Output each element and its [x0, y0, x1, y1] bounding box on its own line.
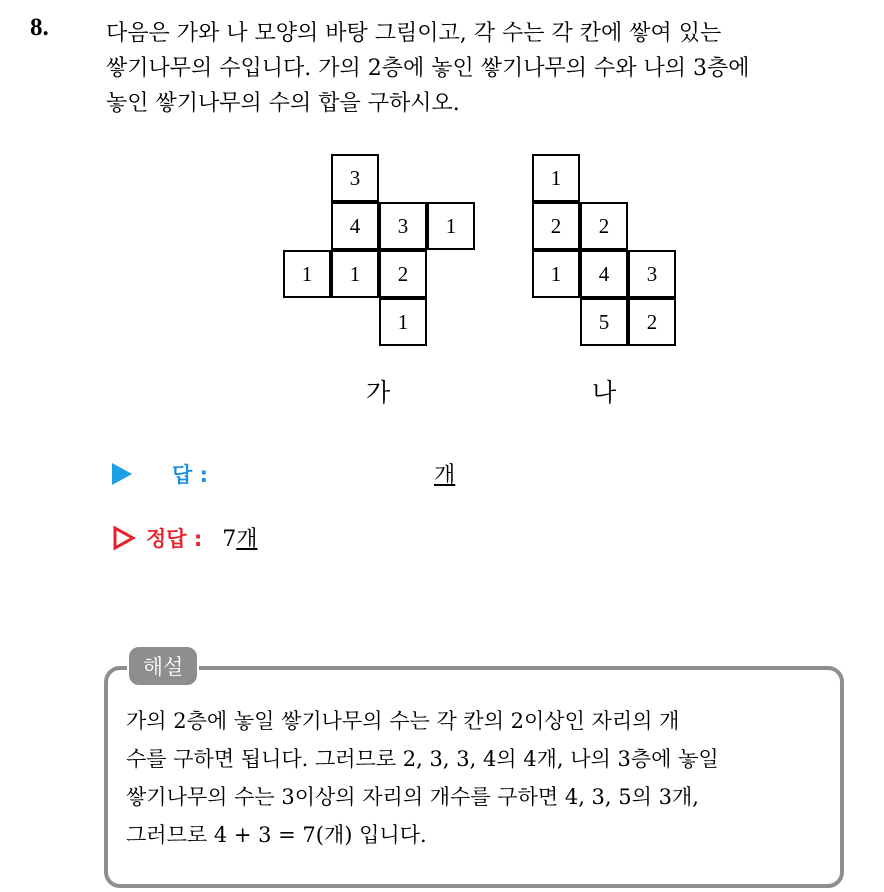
correct-value	[222, 522, 257, 553]
correct-number: 7	[222, 527, 237, 552]
figure-ga-cell: 1	[379, 298, 427, 346]
figure-na-cell: 1	[532, 154, 580, 202]
figure-na-cell: 2	[628, 298, 676, 346]
explanation-text	[126, 702, 832, 854]
answer-blank-unit: 개	[434, 463, 456, 488]
explanation-line: 쌓기나무의 수는 3이상의 자리의 개수를 구하면 4, 3, 5의 3개,	[126, 785, 699, 809]
filled-triangle-icon	[112, 463, 132, 485]
figure-ga-cell: 3	[331, 154, 379, 202]
correct-label: 정답 :	[146, 526, 203, 551]
figure-ga-grid	[283, 154, 479, 350]
figure-na-grid	[532, 154, 680, 350]
question-number: 8.	[30, 14, 49, 41]
figure-ga-cell: 1	[331, 250, 379, 298]
figure-ga-cell: 3	[379, 202, 427, 250]
explanation-line: 가의 2층에 놓일 쌓기나무의 수는 각 칸의 2이상인 자리의 개	[126, 709, 680, 733]
explanation-line: 그러므로 4 + 3 = 7(개) 입니다.	[126, 823, 427, 847]
explanation-tag: 해설	[127, 645, 199, 687]
question-line: 다음은 가와 나 모양의 바탕 그림이고, 각 수는 각 칸에 쌓여 있는	[106, 21, 722, 46]
question-line: 쌓기나무의 수입니다. 가의 2층에 놓인 쌓기나무의 수와 나의 3층에	[106, 56, 750, 81]
outline-triangle-icon	[112, 525, 136, 551]
answer-row	[112, 458, 455, 489]
figure-ga-cell: 1	[427, 202, 475, 250]
figure-na-cell: 4	[580, 250, 628, 298]
explanation-line: 수를 구하면 됩니다. 그러므로 2, 3, 3, 4의 4개, 나의 3층에 놓일	[126, 747, 719, 771]
question-line: 놓인 쌓기나무의 수의 합을 구하시오.	[106, 91, 460, 116]
question-text	[106, 16, 866, 121]
figure-na-cell: 2	[580, 202, 628, 250]
figure-na-cell: 3	[628, 250, 676, 298]
correct-answer-row	[112, 522, 258, 553]
figure-na-label: 나	[592, 378, 617, 407]
figure-ga-cell: 1	[283, 250, 331, 298]
correct-unit: 개	[236, 527, 258, 552]
figure-na-cell: 1	[532, 250, 580, 298]
figure-ga-cell: 2	[379, 250, 427, 298]
answer-label: 답 :	[172, 462, 208, 487]
figure-ga-cell: 4	[331, 202, 379, 250]
figure-na-cell: 2	[532, 202, 580, 250]
figure-ga-label: 가	[366, 378, 391, 407]
figure-na-cell: 5	[580, 298, 628, 346]
